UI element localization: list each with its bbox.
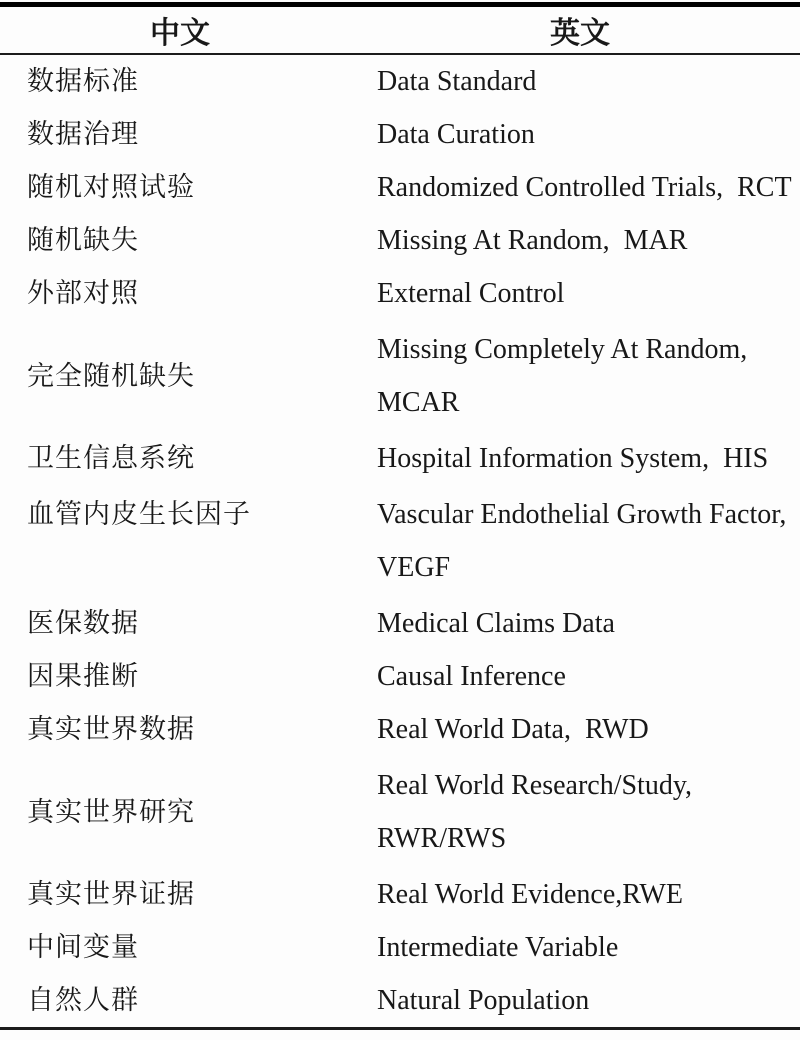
header-english: 英文 [550,17,610,50]
english-line: Real World Research/Study, [377,770,693,801]
chinese-term: 随机缺失 [27,225,139,255]
english-term [360,974,800,1027]
english-line: Randomized Controlled Trials, RCT [377,172,792,203]
chinese-term: 真实世界证据 [27,879,195,909]
english-term [360,759,800,865]
english-term [360,650,800,703]
glossary-table [0,2,800,1030]
english-term [360,161,800,214]
english-term [360,323,800,429]
table-header [0,7,800,55]
chinese-term: 中间变量 [27,932,139,962]
chinese-term: 因果推断 [27,661,139,691]
english-term [360,921,800,974]
english-line: Hospital Information System, HIS [377,443,769,474]
table-row [0,921,800,974]
table-row [0,974,800,1027]
english-line: MCAR [377,387,460,418]
english-line: Intermediate Variable [377,932,619,963]
chinese-term: 外部对照 [27,278,139,308]
table-row [0,432,800,485]
english-line: Real World Data, RWD [377,714,649,745]
table-row [0,756,800,868]
table-row [0,161,800,214]
chinese-term: 真实世界研究 [27,796,195,827]
english-line: External Control [377,278,565,309]
english-line: Data Standard [377,66,537,97]
chinese-term: 数据标准 [27,66,139,96]
table-body [0,55,800,1027]
chinese-term: 数据治理 [27,119,139,149]
chinese-term: 随机对照试验 [27,172,195,202]
english-line: RWR/RWS [377,823,507,854]
english-term [360,108,800,161]
table-row [0,868,800,921]
english-line: Natural Population [377,985,590,1016]
english-term [360,432,800,485]
english-term [360,214,800,267]
chinese-term: 卫生信息系统 [27,443,195,473]
english-line: Vascular Endothelial Growth Factor, [377,499,787,530]
english-term [360,597,800,650]
page [0,2,800,1040]
table-row [0,703,800,756]
table-row [0,214,800,267]
chinese-term: 医保数据 [27,608,139,638]
header-chinese: 中文 [150,17,210,50]
english-line: Medical Claims Data [377,608,615,639]
english-term [360,703,800,756]
table-row [0,650,800,703]
table-row [0,485,800,597]
english-line: Missing Completely At Random, [377,334,748,365]
english-line: Causal Inference [377,661,566,692]
chinese-term: 完全随机缺失 [27,360,195,391]
chinese-term: 血管内皮生长因子 [27,499,251,529]
english-line: Missing At Random, MAR [377,225,688,256]
table-row [0,108,800,161]
chinese-term: 自然人群 [27,985,139,1015]
english-line: VEGF [377,552,451,583]
english-line: Real World Evidence,RWE [377,879,683,910]
table-row [0,597,800,650]
table-row [0,55,800,108]
table-row [0,320,800,432]
chinese-term: 真实世界数据 [27,714,195,744]
table-row [0,267,800,320]
english-term [360,267,800,320]
english-term [360,488,800,594]
english-line: Data Curation [377,119,535,150]
english-term [360,868,800,921]
english-term [360,55,800,108]
